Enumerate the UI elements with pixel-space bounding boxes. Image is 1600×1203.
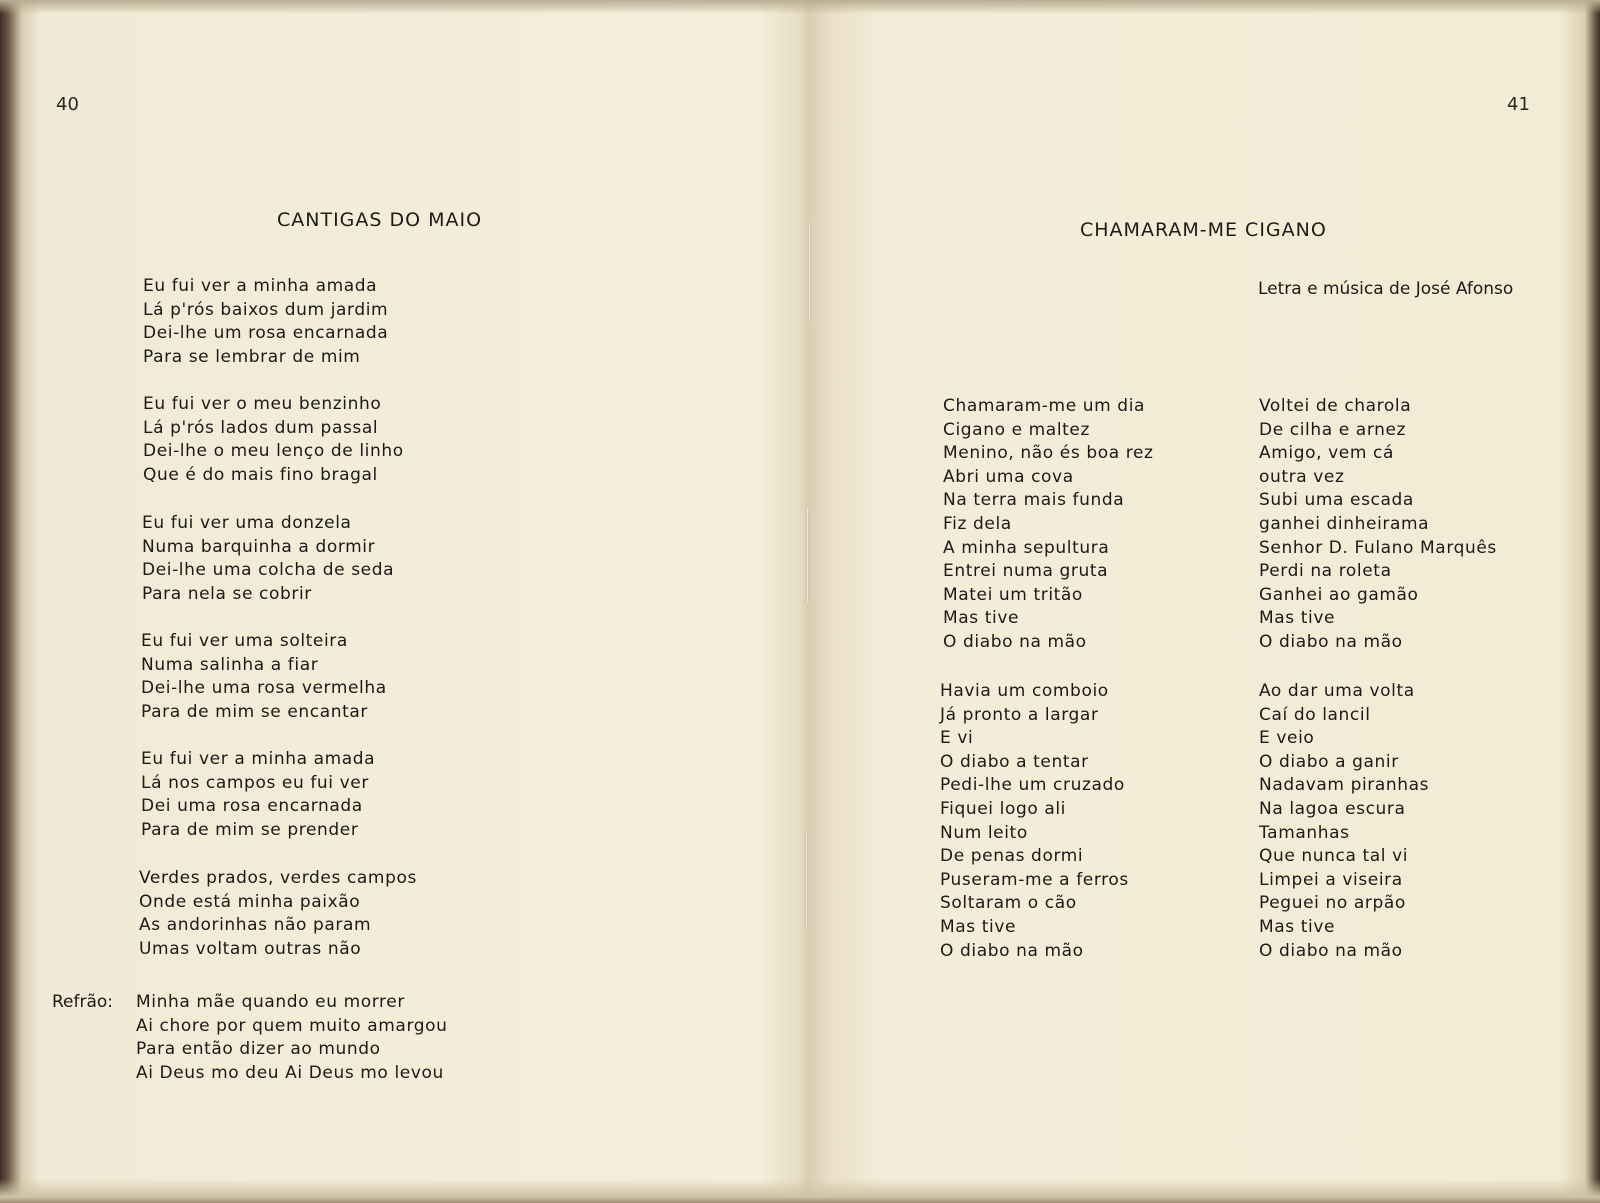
lyric-line: outra vez <box>1259 466 1345 487</box>
lyric-line: Matei um tritão <box>943 584 1083 605</box>
song-credit: Letra e música de José Afonso <box>1258 279 1514 299</box>
lyric-line: Que nunca tal vi <box>1259 846 1409 867</box>
lyric-line: Onde está minha paixão <box>139 891 361 912</box>
lyric-line: Mas tive <box>940 916 1017 937</box>
lyric-line: Mas tive <box>1259 916 1336 937</box>
lyric-line: Umas voltam outras não <box>139 938 362 959</box>
lyric-line: Mas tive <box>943 608 1020 629</box>
lyric-line: Dei-lhe uma colcha de seda <box>142 560 395 581</box>
lyric-line: Para nela se cobrir <box>142 583 312 604</box>
song-title-chamaram-me-cigano: CHAMARAM-ME CIGANO <box>1080 219 1327 241</box>
lyric-line: Peguei no arpão <box>1259 893 1406 914</box>
lyric-line: E vi <box>940 728 974 749</box>
lyric-line: ganhei dinheirama <box>1259 513 1430 534</box>
lyric-line: Tamanhas <box>1259 822 1350 843</box>
lyric-line: Fiquei logo ali <box>940 798 1066 819</box>
lyric-line: Dei uma rosa encarnada <box>141 796 363 817</box>
lyric-line: Num leito <box>940 822 1028 843</box>
lyric-line: Amigo, vem cá <box>1259 443 1394 464</box>
lyric-line: Ai chore por quem muito amargou <box>136 1015 448 1036</box>
lyric-line: De cilha e arnez <box>1259 419 1407 440</box>
binding-stitch-top <box>808 222 811 322</box>
lyric-line: Eu fui ver a minha amada <box>141 749 376 769</box>
lyric-line: Numa salinha a fiar <box>141 654 319 675</box>
lyric-line: O diabo na mão <box>940 940 1084 961</box>
lyric-line: Numa barquinha a dormir <box>142 536 376 557</box>
lyric-line: O diabo a tentar <box>940 751 1089 772</box>
lyric-line: Cigano e maltez <box>943 419 1090 440</box>
page-number-right: 41 <box>1507 94 1530 115</box>
stanza-left-5 <box>141 748 375 842</box>
stanza-left-1 <box>143 275 388 369</box>
binding-stitch-bottom <box>805 832 808 930</box>
lyric-line: Senhor D. Fulano Marquês <box>1259 537 1497 558</box>
lyric-line: Chamaram-me um dia <box>943 396 1146 416</box>
lyric-line: Ao dar uma volta <box>1259 681 1415 701</box>
lyric-line: Minha mãe quando eu morrer <box>136 992 405 1012</box>
lyric-line: O diabo a ganir <box>1259 751 1399 772</box>
lyric-line: Eu fui ver o meu benzinho <box>143 394 382 414</box>
lyric-line: Menino, não és boa rez <box>943 443 1154 464</box>
stanza-left-6 <box>139 867 417 961</box>
lyric-line: As andorinhas não param <box>139 915 372 936</box>
lyric-line: Para de mim se prender <box>141 819 359 840</box>
lyric-line: Para se lembrar de mim <box>143 346 361 367</box>
lyric-line: Caí do lancil <box>1259 704 1371 725</box>
lyric-line: Subi uma escada <box>1259 490 1414 511</box>
lyric-line: O diabo na mão <box>1259 631 1403 652</box>
lyric-line: Mas tive <box>1259 608 1336 629</box>
lyric-line: Nadavam piranhas <box>1259 775 1430 796</box>
binding-stitch-middle <box>806 508 809 603</box>
lyric-line: Dei-lhe o meu lenço de linho <box>143 441 404 462</box>
lyric-line: Eu fui ver uma solteira <box>141 631 348 651</box>
lyric-line: Que é do mais fino bragal <box>143 464 378 485</box>
lyric-line: O diabo na mão <box>1259 940 1403 961</box>
lyric-line: Eu fui ver uma donzela <box>142 513 352 533</box>
stanza-right-col2-1 <box>1259 395 1497 655</box>
lyric-line: Pedi-lhe um cruzado <box>940 775 1125 796</box>
lyric-line: A minha sepultura <box>943 537 1110 558</box>
lyric-line: Lá p'rós lados dum passal <box>143 417 379 438</box>
lyric-line: Já pronto a largar <box>940 704 1099 725</box>
lyric-line: Perdi na roleta <box>1259 561 1392 582</box>
lyric-line: Lá p'rós baixos dum jardim <box>143 299 389 320</box>
lyric-line: Ai Deus mo deu Ai Deus mo levou <box>136 1062 444 1083</box>
lyric-line: Para então dizer ao mundo <box>136 1039 381 1060</box>
lyric-line: Na lagoa escura <box>1259 798 1406 819</box>
lyric-line: Ganhei ao gamão <box>1259 584 1419 605</box>
refrain-stanza <box>136 991 448 1085</box>
lyric-line: Dei-lhe uma rosa vermelha <box>141 678 387 699</box>
lyric-line: Fiz dela <box>943 513 1012 534</box>
lyric-line: O diabo na mão <box>943 631 1087 652</box>
lyric-line: Limpei a viseira <box>1259 869 1403 890</box>
lyric-line: Havia um comboio <box>940 681 1109 701</box>
bleed-through-left <box>390 268 395 286</box>
lyric-line: Entrei numa gruta <box>943 561 1109 582</box>
lyric-line: Eu fui ver a minha amada <box>143 276 378 296</box>
lyric-line: Voltei de charola <box>1259 396 1412 416</box>
lyric-line: Soltaram o cão <box>940 893 1077 914</box>
lyric-line: E veio <box>1259 728 1315 749</box>
lyric-line: Puseram-me a ferros <box>940 869 1129 890</box>
lyric-line: Abri uma cova <box>943 466 1074 487</box>
stanza-right-col2-2 <box>1259 680 1429 963</box>
lyric-line: Para de mim se encantar <box>141 701 368 722</box>
lyric-line: Lá nos campos eu fui ver <box>141 772 369 793</box>
lyric-line: De penas dormi <box>940 846 1084 867</box>
song-title-cantigas-do-maio: CANTIGAS DO MAIO <box>277 209 483 231</box>
lyric-line: Dei-lhe um rosa encarnada <box>143 323 389 344</box>
refrain-label: Refrão: <box>52 992 114 1012</box>
stanza-right-col1-2 <box>940 680 1129 963</box>
stanza-left-4 <box>141 630 387 724</box>
lyric-line: Verdes prados, verdes campos <box>139 868 417 888</box>
stanza-left-2 <box>143 393 404 487</box>
page-number-left: 40 <box>56 94 79 115</box>
stanza-right-col1-1 <box>943 395 1154 655</box>
lyric-line: Na terra mais funda <box>943 490 1125 511</box>
stanza-left-3 <box>142 512 394 606</box>
